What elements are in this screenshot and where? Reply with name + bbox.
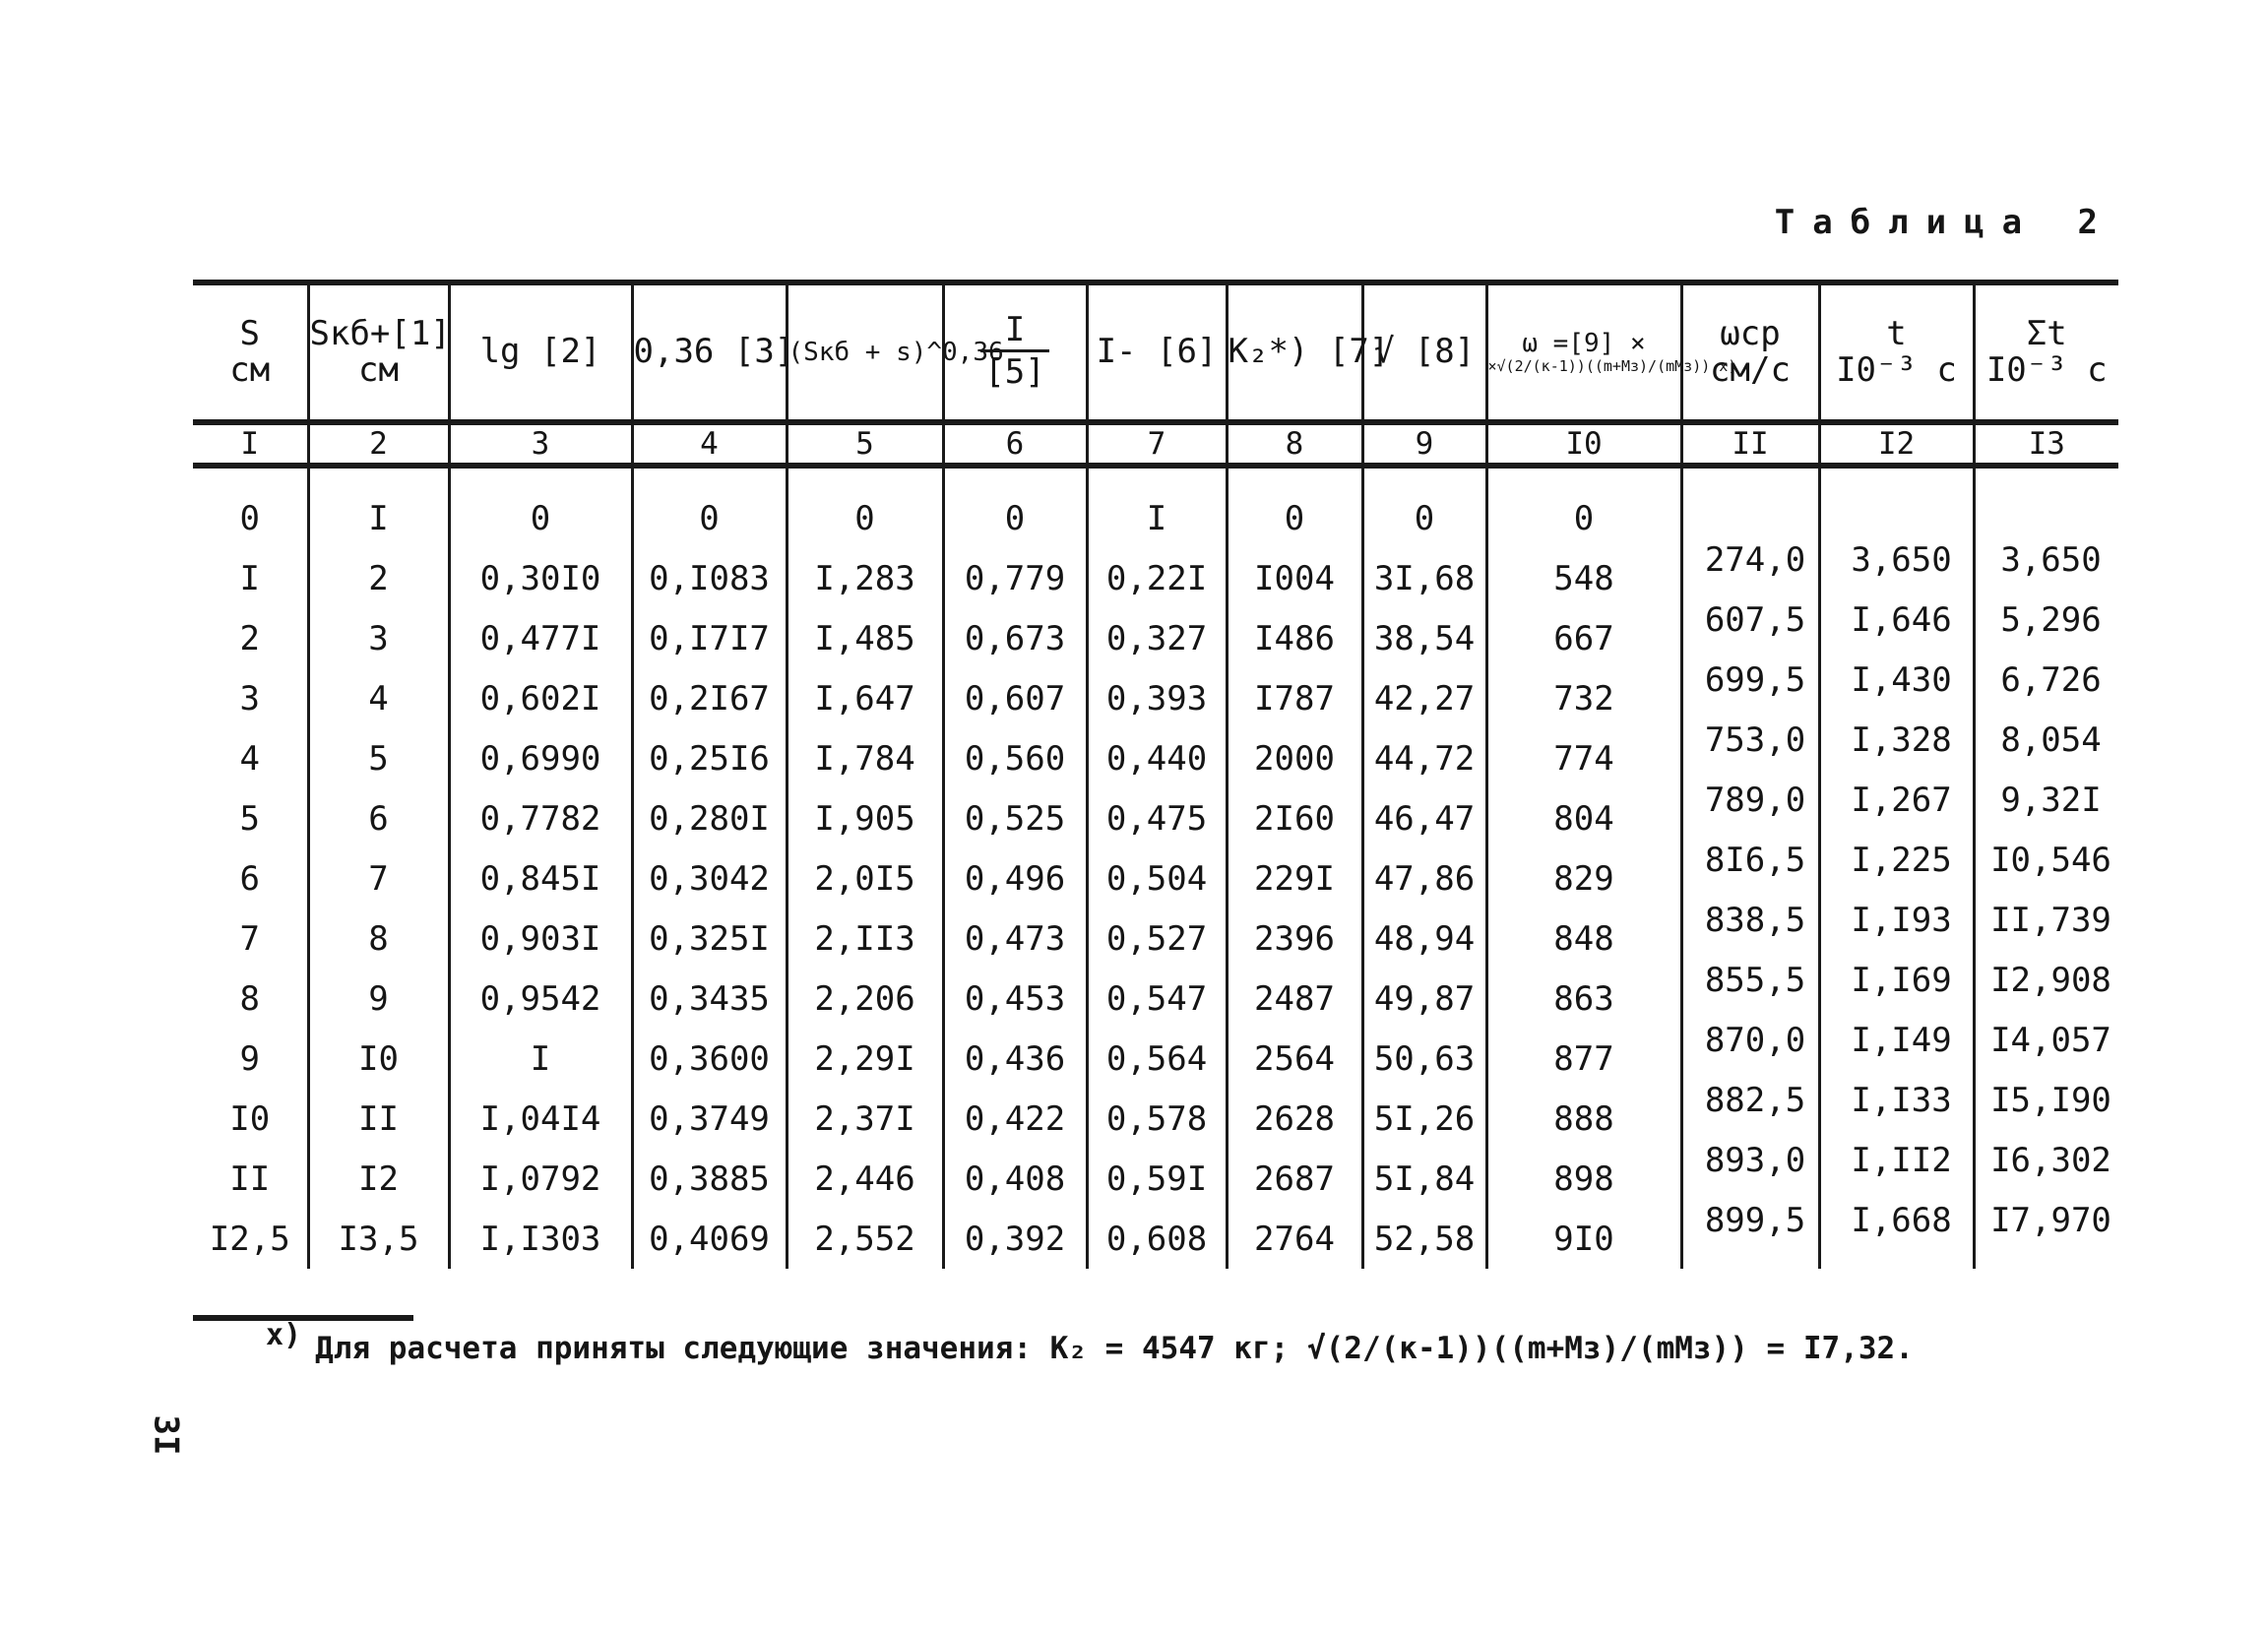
- interval-cell: I,I93: [1851, 901, 1952, 940]
- table-cell: 52,58: [1362, 1209, 1486, 1269]
- interval-cell: I,II2: [1851, 1141, 1952, 1180]
- col-number: I: [193, 422, 308, 466]
- interval-cell: I,I33: [1851, 1081, 1952, 1120]
- table-cell: 8: [308, 908, 449, 969]
- table-cell: 0,3600: [632, 1029, 787, 1089]
- col-number: 8: [1227, 422, 1362, 466]
- table-cell: I,784: [787, 728, 943, 788]
- table-cell: 0,392: [943, 1209, 1087, 1269]
- table-cell: 0,845I: [449, 848, 632, 908]
- table-cell: 3I,68: [1362, 548, 1486, 608]
- interval-cell: I,225: [1851, 841, 1952, 880]
- table-cell: I,647: [787, 668, 943, 728]
- table-cell: 38,54: [1362, 608, 1486, 668]
- page-number: 3I: [146, 1414, 186, 1456]
- col-header-1: S см: [193, 282, 308, 422]
- interval-cell: I,267: [1851, 781, 1952, 820]
- table-cell: 2628: [1227, 1089, 1362, 1149]
- table-cell: 0,3885: [632, 1149, 787, 1209]
- table-cell: 0,408: [943, 1149, 1087, 1209]
- table-cell: 2764: [1227, 1209, 1362, 1269]
- table-cell: 863: [1486, 969, 1681, 1029]
- table-cell: I,04I4: [449, 1089, 632, 1149]
- table-cell: 5: [239, 798, 260, 839]
- col-header-13: Σt I0⁻³ с: [1974, 282, 2118, 422]
- table-cell: 0,9542: [449, 969, 632, 1029]
- table-cell: 804: [1486, 788, 1681, 848]
- col-number: 7: [1087, 422, 1227, 466]
- table-cell: 0: [1362, 488, 1486, 548]
- table-cell: 42,27: [1362, 668, 1486, 728]
- table-cell: 2: [308, 548, 449, 608]
- interval-cell: I6,302: [1990, 1141, 2111, 1180]
- table-cell: 877: [1486, 1029, 1681, 1089]
- table-cell: 8: [239, 978, 260, 1019]
- table-cell: 47,86: [1362, 848, 1486, 908]
- interval-cell: 607,5: [1704, 600, 1806, 640]
- table-cell: 5: [308, 728, 449, 788]
- table-cell: 0,608: [1087, 1209, 1227, 1269]
- table-cell: 0,422: [943, 1089, 1087, 1149]
- interval-cell: 699,5: [1704, 660, 1806, 700]
- col-header-2: Sкб+[1] см: [308, 282, 449, 422]
- table-cell: 0,3435: [632, 969, 787, 1029]
- table-cell: 0,673: [943, 608, 1087, 668]
- table-cell: 0,327: [1087, 608, 1227, 668]
- interval-cell: 789,0: [1704, 781, 1806, 820]
- interval-cell: 855,5: [1704, 961, 1806, 1000]
- interval-cell: 6,726: [2000, 660, 2102, 700]
- table-cell: 774: [1486, 728, 1681, 788]
- table-cell: I,I303: [449, 1209, 632, 1269]
- table-cell: 4: [239, 738, 260, 779]
- col-header-11: ωср см/с: [1681, 282, 1819, 422]
- table-cell: 7: [308, 848, 449, 908]
- interval-cell: I7,970: [1990, 1201, 2111, 1240]
- table-cell: II: [229, 1158, 271, 1199]
- interval-cell: 838,5: [1704, 901, 1806, 940]
- interval-cell: 3,650: [1851, 540, 1952, 580]
- table-cell: 0,564: [1087, 1029, 1227, 1089]
- table-cell: 5I,84: [1362, 1149, 1486, 1209]
- table-cell: 6: [308, 788, 449, 848]
- col-number: 6: [943, 422, 1087, 466]
- table-cell: 0,30I0: [449, 548, 632, 608]
- data-table-wrapper: [193, 280, 2118, 1269]
- interval-cell: I4,057: [1990, 1021, 2111, 1060]
- col-number: 2: [308, 422, 449, 466]
- table-cell: 6: [239, 858, 260, 899]
- interval-cell: 882,5: [1704, 1081, 1806, 1120]
- interval-cell: I,I69: [1851, 961, 1952, 1000]
- col-number: I3: [1974, 422, 2118, 466]
- table-cell: I,283: [787, 548, 943, 608]
- table-cell: 0,3042: [632, 848, 787, 908]
- col-number: II: [1681, 422, 1819, 466]
- table-cell: 0,903I: [449, 908, 632, 969]
- table-cell: 0,6990: [449, 728, 632, 788]
- table-cell: 0: [943, 488, 1087, 548]
- table-cell: 9: [308, 969, 449, 1029]
- col-header-10: ω =[9] × ×√(2/(к-1))((m+Mз)/(mMз)) x): [1486, 282, 1681, 422]
- table-cell: 0: [787, 488, 943, 548]
- col-number: 5: [787, 422, 943, 466]
- table-cell: 2687: [1227, 1149, 1362, 1209]
- table-cell: I0: [308, 1029, 449, 1089]
- table-cell: 667: [1486, 608, 1681, 668]
- interval-cell: I,328: [1851, 720, 1952, 760]
- table-cell: 2,206: [787, 969, 943, 1029]
- table-cell: 46,47: [1362, 788, 1486, 848]
- interval-cell: 9,32I: [2000, 781, 2102, 820]
- interval-cell: 3,650: [2000, 540, 2102, 580]
- table-cell: 0,578: [1087, 1089, 1227, 1149]
- table-cell: I,0792: [449, 1149, 632, 1209]
- table-cell: 2487: [1227, 969, 1362, 1029]
- interval-cell: I,668: [1851, 1201, 1952, 1240]
- table-cell: I2,5: [209, 1219, 290, 1259]
- column-number-row: [193, 422, 2118, 466]
- footnote-divider: [193, 1315, 413, 1321]
- interval-cell: 753,0: [1704, 720, 1806, 760]
- footnote-mark: x): [266, 1317, 302, 1352]
- interval-cell: 8I6,5: [1704, 841, 1806, 880]
- interval-cell: I5,I90: [1990, 1081, 2111, 1120]
- col-header-9: √ [8]: [1362, 282, 1486, 422]
- table-cell: I486: [1227, 608, 1362, 668]
- table-cell: 898: [1486, 1149, 1681, 1209]
- table-cell: 0,496: [943, 848, 1087, 908]
- table-cell: 2,II3: [787, 908, 943, 969]
- table-cell: 0,I083: [632, 548, 787, 608]
- table-cell: 0,504: [1087, 848, 1227, 908]
- col-number: 3: [449, 422, 632, 466]
- spacer-row: [193, 466, 2118, 488]
- table-cell: 0: [1227, 488, 1362, 548]
- table-cell: 3: [239, 678, 260, 719]
- table-cell: 0: [632, 488, 787, 548]
- table-cell: 0,475: [1087, 788, 1227, 848]
- table-cell: 2564: [1227, 1029, 1362, 1089]
- table-cell: 0,2I67: [632, 668, 787, 728]
- col-header-4: 0,36 [3]: [632, 282, 787, 422]
- interval-cell: 8,054: [2000, 720, 2102, 760]
- table-cell: 0,I7I7: [632, 608, 787, 668]
- col-header-8: K₂*) [7]: [1227, 282, 1362, 422]
- table-cell: 50,63: [1362, 1029, 1486, 1089]
- table-cell: 0,393: [1087, 668, 1227, 728]
- table-cell: 0,560: [943, 728, 1087, 788]
- interval-cell: II,739: [1990, 901, 2111, 940]
- table-cell: 7: [239, 918, 260, 959]
- table-cell: I787: [1227, 668, 1362, 728]
- table-cell: 0,602I: [449, 668, 632, 728]
- table-cell: 848: [1486, 908, 1681, 969]
- table-cell: I: [308, 488, 449, 548]
- interval-cell: I,I49: [1851, 1021, 1952, 1060]
- footnote-text: Для расчета приняты следующие значения: K₂ = 4547 кг; √(2/(к-1))((m+Mз)/(mMз)) = I7,32.: [315, 1331, 1914, 1366]
- table-cell: 0,22I: [1087, 548, 1227, 608]
- table-cell: 0,59I: [1087, 1149, 1227, 1209]
- table-cell: 2,29I: [787, 1029, 943, 1089]
- table-cell: I: [449, 1029, 632, 1089]
- col-number: I0: [1486, 422, 1681, 466]
- table-cell: 548: [1486, 548, 1681, 608]
- col-header-6: I [5]: [943, 282, 1087, 422]
- table-cell: 0,436: [943, 1029, 1087, 1089]
- interval-cell: I0,546: [1990, 841, 2111, 880]
- table-cell: 0,453: [943, 969, 1087, 1029]
- col-number: 9: [1362, 422, 1486, 466]
- footnote: [266, 1317, 1914, 1366]
- header-row: [193, 282, 2118, 422]
- table-cell: 9I0: [1486, 1209, 1681, 1269]
- table-cell: 0,607: [943, 668, 1087, 728]
- table-cell: 732: [1486, 668, 1681, 728]
- table-cell: 0,525: [943, 788, 1087, 848]
- table-cell: 2,0I5: [787, 848, 943, 908]
- table-cell: 5I,26: [1362, 1089, 1486, 1149]
- table-cell: 9: [239, 1038, 260, 1079]
- table-cell: I: [239, 558, 260, 598]
- table-cell: 2,446: [787, 1149, 943, 1209]
- table-cell: 44,72: [1362, 728, 1486, 788]
- table-cell: I3,5: [308, 1209, 449, 1269]
- table-cell: 0,779: [943, 548, 1087, 608]
- table-cell: 888: [1486, 1089, 1681, 1149]
- table-cell: I: [1087, 488, 1227, 548]
- table-cell: 229I: [1227, 848, 1362, 908]
- table-cell: 3: [308, 608, 449, 668]
- table-cell: 0: [239, 498, 260, 538]
- col-header-5: (Sкб + s)^0,36: [787, 282, 943, 422]
- table-cell: II: [308, 1089, 449, 1149]
- table-cell: 4: [308, 668, 449, 728]
- table-cell: 2000: [1227, 728, 1362, 788]
- interval-cell: 274,0: [1704, 540, 1806, 580]
- table-cell: I,485: [787, 608, 943, 668]
- table-cell: 0,4069: [632, 1209, 787, 1269]
- table-cell: 829: [1486, 848, 1681, 908]
- table-cell: 2396: [1227, 908, 1362, 969]
- table-caption: Таблица 2: [1774, 203, 2115, 242]
- col-number: 4: [632, 422, 787, 466]
- interval-cell: I,430: [1851, 660, 1952, 700]
- table-cell: 0,3749: [632, 1089, 787, 1149]
- interval-cell: 899,5: [1704, 1201, 1806, 1240]
- table-cell: 2,37I: [787, 1089, 943, 1149]
- table-cell: 0,473: [943, 908, 1087, 969]
- col-header-7: I- [6]: [1087, 282, 1227, 422]
- table-cell: 0,547: [1087, 969, 1227, 1029]
- table-cell: I2: [308, 1149, 449, 1209]
- interval-cell: 5,296: [2000, 600, 2102, 640]
- table-cell: 0: [1486, 488, 1681, 548]
- col-header-12: t I0⁻³ с: [1819, 282, 1974, 422]
- table-cell: 2,552: [787, 1209, 943, 1269]
- interval-cell: 893,0: [1704, 1141, 1806, 1180]
- table-cell: 0,7782: [449, 788, 632, 848]
- table-cell: I,905: [787, 788, 943, 848]
- table-cell: 0,477I: [449, 608, 632, 668]
- col-header-3: lg [2]: [449, 282, 632, 422]
- table-cell: 0,325I: [632, 908, 787, 969]
- col-number: I2: [1819, 422, 1974, 466]
- table-cell: I0: [229, 1098, 271, 1139]
- table-cell: I004: [1227, 548, 1362, 608]
- table-cell: 2: [239, 618, 260, 658]
- table-cell: 48,94: [1362, 908, 1486, 969]
- table-cell: 0,527: [1087, 908, 1227, 969]
- table-cell: 0,25I6: [632, 728, 787, 788]
- table-cell: 0,440: [1087, 728, 1227, 788]
- table-cell: 49,87: [1362, 969, 1486, 1029]
- table-cell: 2I60: [1227, 788, 1362, 848]
- interval-cell: I,646: [1851, 600, 1952, 640]
- interval-cell: I2,908: [1990, 961, 2111, 1000]
- interval-cell: 870,0: [1704, 1021, 1806, 1060]
- table-cell: 0: [449, 488, 632, 548]
- table-cell: 0,280I: [632, 788, 787, 848]
